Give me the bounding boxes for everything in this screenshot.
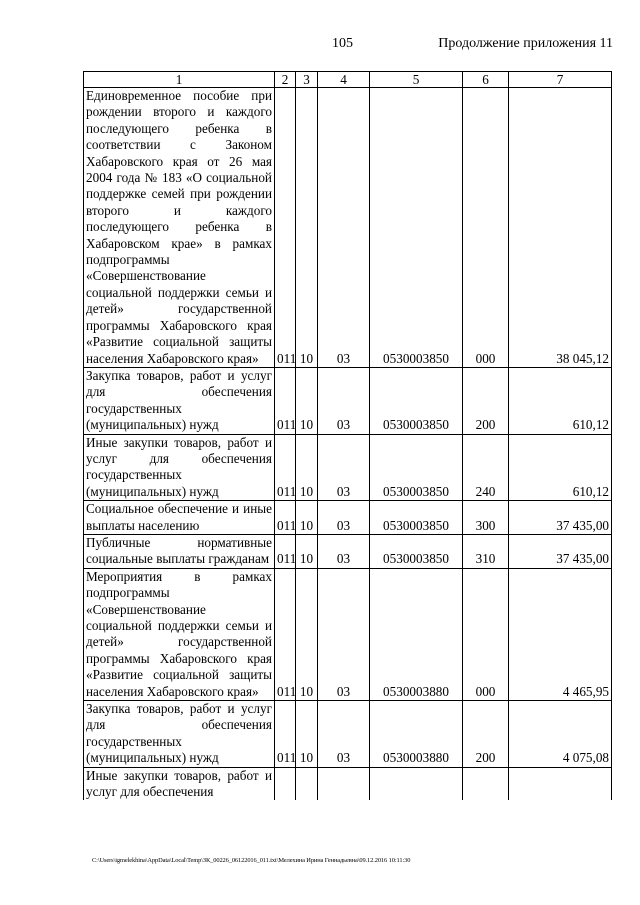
amount: 37 435,00 xyxy=(509,501,612,535)
expense-type-code: 000 xyxy=(463,568,509,700)
target-code xyxy=(370,767,463,800)
ministry-code: 011 xyxy=(275,701,296,768)
table-row xyxy=(84,534,612,568)
expense-type-code: 310 xyxy=(463,534,509,568)
target-code: 0530003850 xyxy=(370,88,463,368)
table-row xyxy=(84,367,612,434)
table-row xyxy=(84,701,612,768)
expense-name xyxy=(84,568,275,700)
ministry-code: 011 xyxy=(275,534,296,568)
expense-type-code: 200 xyxy=(463,367,509,434)
expense-name xyxy=(84,701,275,768)
subsection-code: 03 xyxy=(318,534,370,568)
amount: 38 045,12 xyxy=(509,88,612,368)
ministry-code: 011 xyxy=(275,367,296,434)
column-header: 4 xyxy=(318,72,370,88)
table-row xyxy=(84,501,612,535)
section-code: 10 xyxy=(296,88,318,368)
column-number-row xyxy=(84,72,612,88)
expense-name-text: Закупка товаров, работ и услуг для обеспечения государственных (муниципальных) нужд xyxy=(86,701,272,766)
expense-name xyxy=(84,367,275,434)
section-code: 10 xyxy=(296,501,318,535)
subsection-code: 03 xyxy=(318,701,370,768)
expense-type-code xyxy=(463,767,509,800)
table-row xyxy=(84,767,612,800)
column-header: 1 xyxy=(84,72,275,88)
section-code: 10 xyxy=(296,534,318,568)
section-code xyxy=(296,767,318,800)
column-header: 2 xyxy=(275,72,296,88)
expense-type-code: 000 xyxy=(463,88,509,368)
amount: 4 075,08 xyxy=(509,701,612,768)
amount: 610,12 xyxy=(509,434,612,501)
column-header: 5 xyxy=(370,72,463,88)
amount: 610,12 xyxy=(509,367,612,434)
target-code: 0530003850 xyxy=(370,367,463,434)
expense-name xyxy=(84,434,275,501)
target-code: 0530003880 xyxy=(370,701,463,768)
appendix-continuation-note: Продолжение приложения 11 xyxy=(438,36,613,51)
expense-name-text: Публичные нормативные социальные выплаты гражданам xyxy=(86,534,272,567)
subsection-code: 03 xyxy=(318,568,370,700)
subsection-code xyxy=(318,767,370,800)
target-code: 0530003850 xyxy=(370,434,463,501)
table-row xyxy=(84,88,612,368)
expense-type-code: 240 xyxy=(463,434,509,501)
subsection-code: 03 xyxy=(318,501,370,535)
ministry-code: 011 xyxy=(275,501,296,535)
amount: 37 435,00 xyxy=(509,534,612,568)
expense-name xyxy=(84,501,275,535)
column-header: 3 xyxy=(296,72,318,88)
section-code: 10 xyxy=(296,568,318,700)
expense-name xyxy=(84,88,275,368)
target-code: 0530003880 xyxy=(370,568,463,700)
expense-name-text: Мероприятия в рамках подпрограммы «Совершенствование социальной поддержки семьи и детей» государственной программы Хабаровского края «Развитие социальной защиты населения Хабаровского края» xyxy=(86,568,272,699)
budget-table xyxy=(83,71,612,800)
page-number: 105 xyxy=(332,36,353,51)
expense-name-text: Единовременное пособие при рождении второго и каждого последующего ребенка в соответствии с Законом Хабаровского края от 26 мая 2004 года № 183 «О социальной поддержке семей при рождении второго и каждого последующего ребенка в Хабаровском крае» в рамках подпрограммы «Совершенствование социальной поддержки семьи и детей» государственной программы Хабаровского края «Развитие социальной защиты населения Хабаровского края» xyxy=(86,88,272,366)
expense-name xyxy=(84,767,275,800)
amount xyxy=(509,767,612,800)
expense-name-text: Иные закупки товаров, работ и услуг для обеспечения государственных (муниципальных) нужд xyxy=(86,434,272,499)
target-code: 0530003850 xyxy=(370,534,463,568)
column-header: 6 xyxy=(463,72,509,88)
expense-type-code: 200 xyxy=(463,701,509,768)
target-code: 0530003850 xyxy=(370,501,463,535)
footer-file-path: C:\Users\igmelekhina\AppData\Local\Temp\ЗК_00226_06122016_011.txt\Мелехина Ирина Геннадьевна\09.12.2016 10:11:30 xyxy=(92,857,411,864)
section-code: 10 xyxy=(296,434,318,501)
amount: 4 465,95 xyxy=(509,568,612,700)
ministry-code: 011 xyxy=(275,434,296,501)
expense-name-text: Иные закупки товаров, работ и услуг для обеспечения xyxy=(86,767,272,800)
table-row xyxy=(84,434,612,501)
column-header: 7 xyxy=(509,72,612,88)
expense-name xyxy=(84,534,275,568)
ministry-code xyxy=(275,767,296,800)
table-row xyxy=(84,568,612,700)
subsection-code: 03 xyxy=(318,367,370,434)
ministry-code: 011 xyxy=(275,568,296,700)
expense-name-text: Закупка товаров, работ и услуг для обеспечения государственных (муниципальных) нужд xyxy=(86,367,272,433)
section-code: 10 xyxy=(296,367,318,434)
subsection-code: 03 xyxy=(318,434,370,501)
subsection-code: 03 xyxy=(318,88,370,368)
section-code: 10 xyxy=(296,701,318,768)
ministry-code: 011 xyxy=(275,88,296,368)
expense-name-text: Социальное обеспечение и иные выплаты населению xyxy=(86,501,272,533)
expense-type-code: 300 xyxy=(463,501,509,535)
